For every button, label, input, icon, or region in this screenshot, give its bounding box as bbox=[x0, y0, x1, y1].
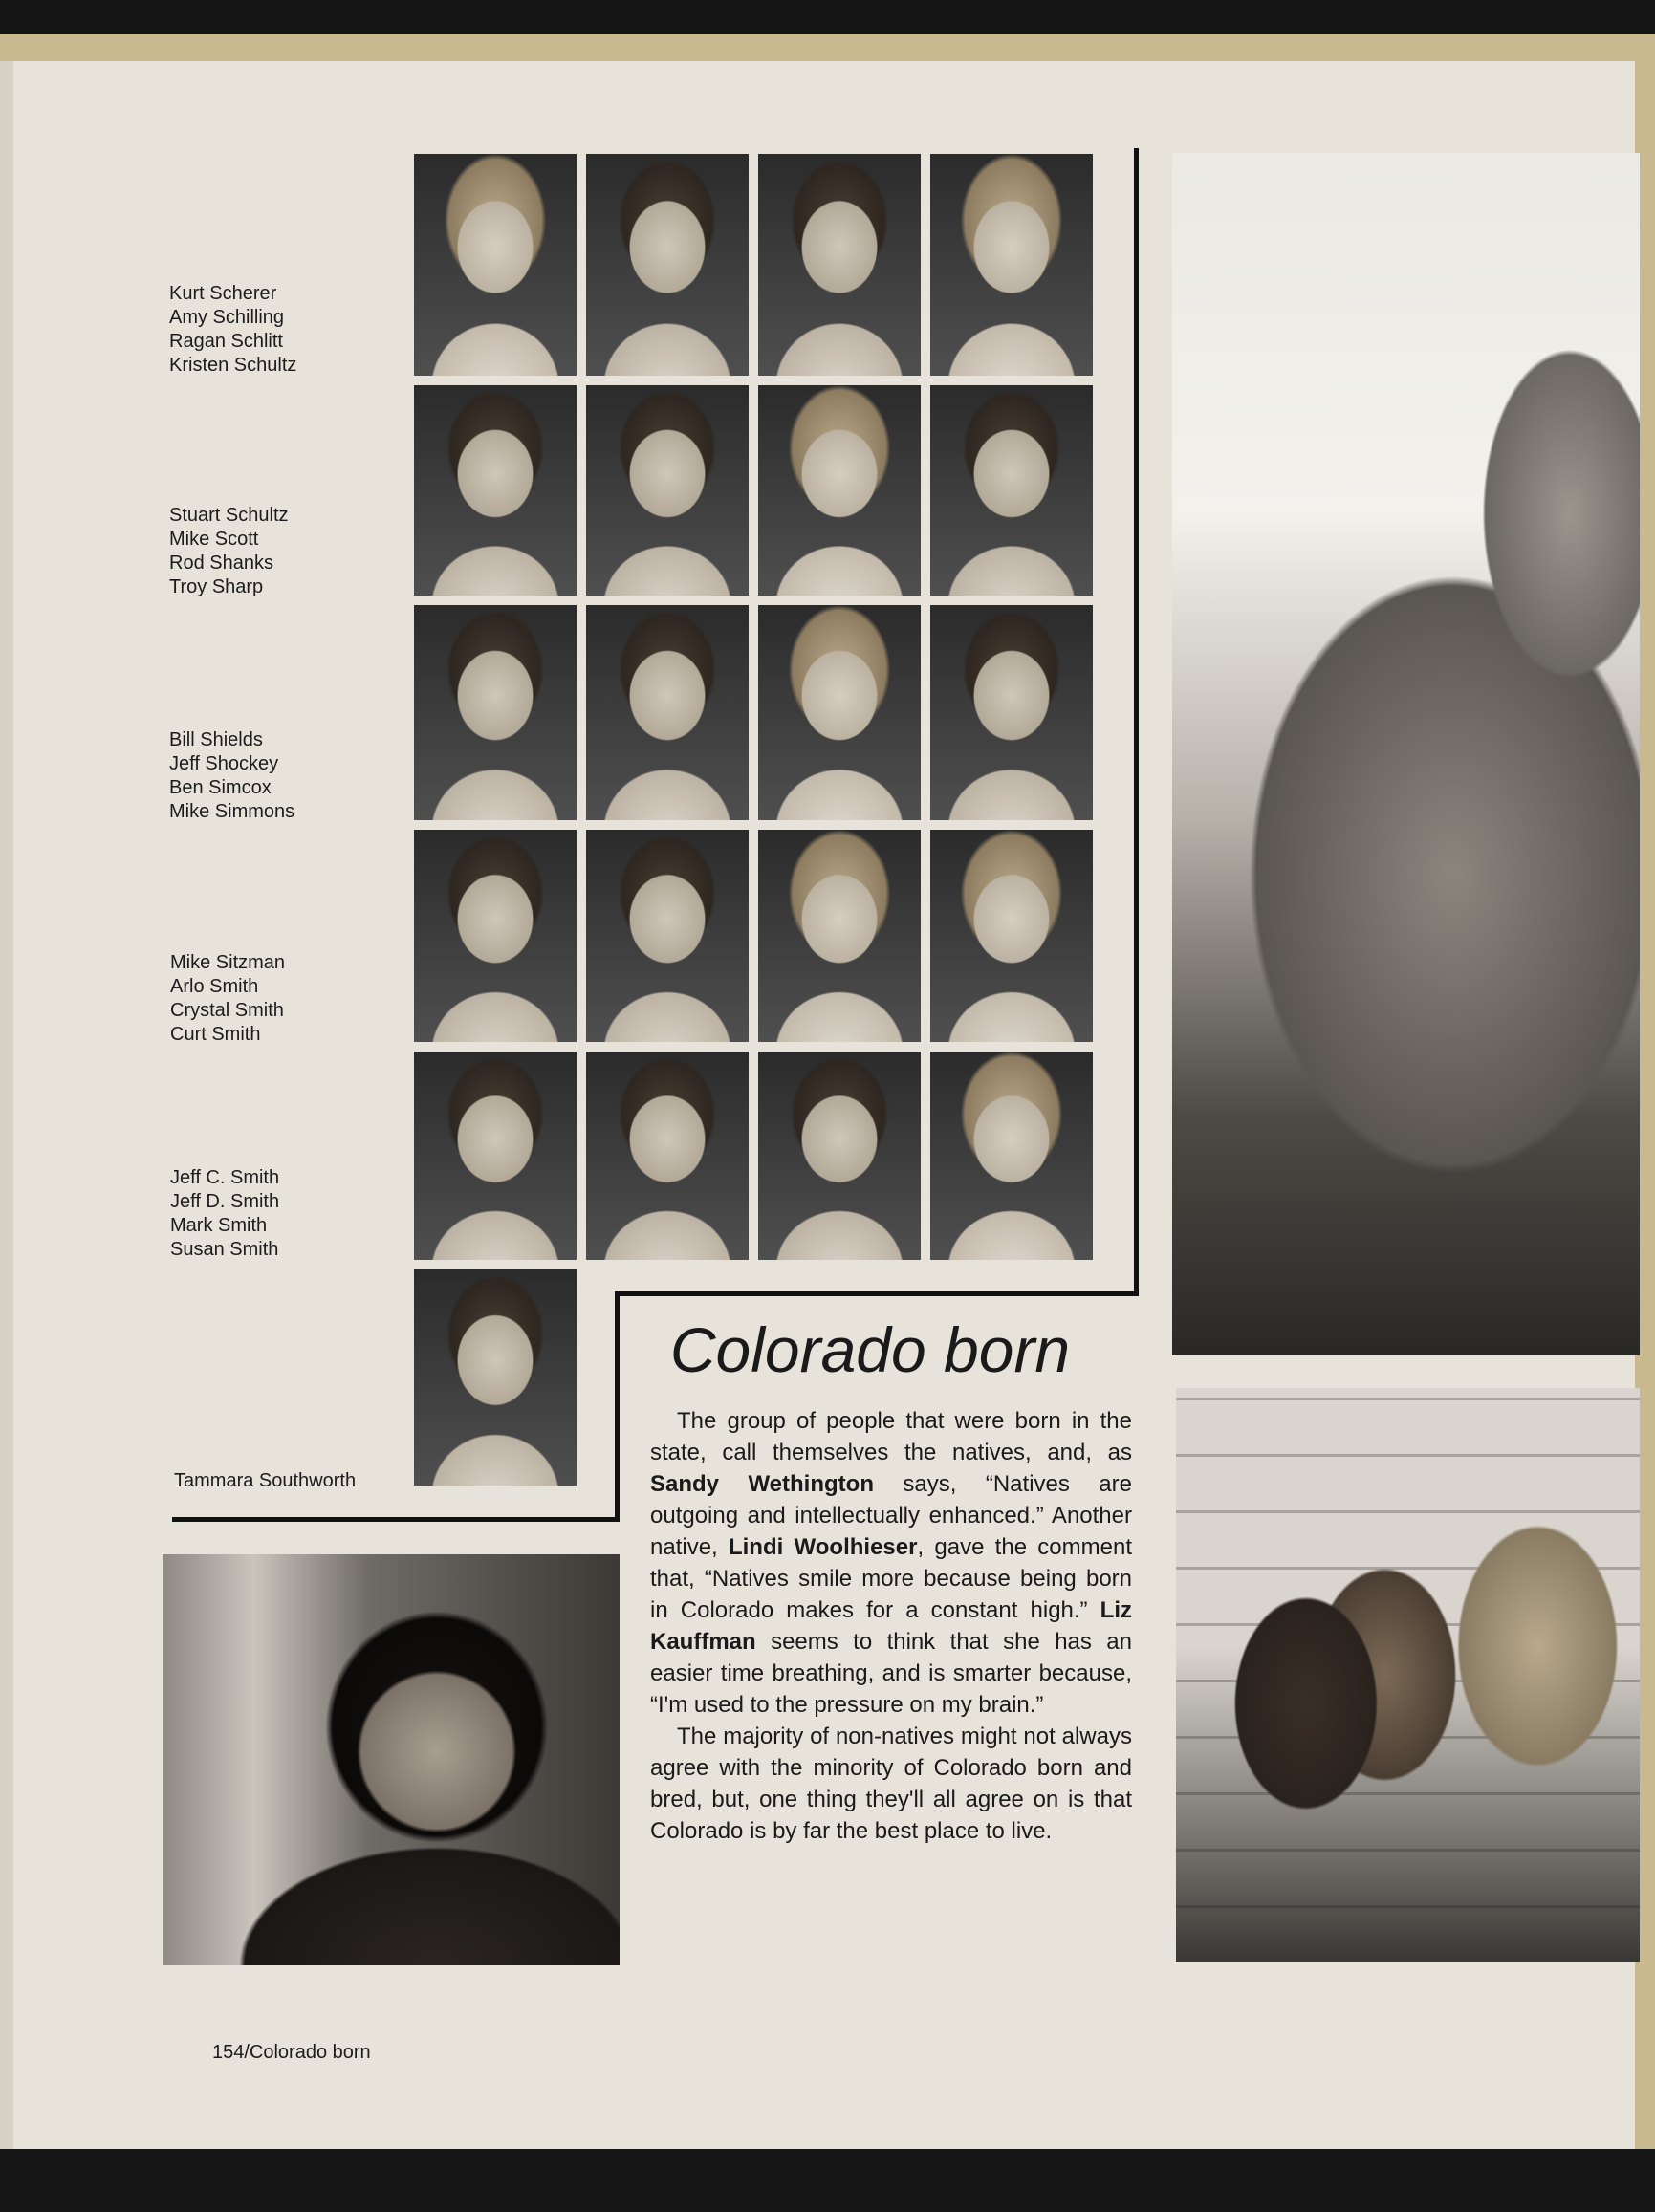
portrait-photo bbox=[758, 154, 921, 376]
portrait-photo bbox=[414, 154, 577, 376]
portrait-photo bbox=[414, 1269, 577, 1486]
student-name: Bill Shields bbox=[169, 729, 263, 750]
portrait-photo bbox=[586, 1052, 749, 1260]
portrait-photo bbox=[758, 830, 921, 1042]
student-name: Ragan Schlitt bbox=[169, 331, 283, 352]
portrait-photo bbox=[586, 830, 749, 1042]
portrait-photo bbox=[930, 385, 1093, 596]
name-group-3 bbox=[169, 728, 294, 824]
page-folio: 154/Colorado born bbox=[212, 2042, 371, 2063]
student-name: Susan Smith bbox=[170, 1239, 279, 1260]
portrait-photo bbox=[414, 605, 577, 820]
student-name: Jeff D. Smith bbox=[170, 1191, 280, 1212]
portrait-photo bbox=[414, 830, 577, 1042]
student-name: Kristen Schultz bbox=[169, 355, 297, 376]
student-name: Mike Sitzman bbox=[170, 952, 286, 973]
student-name: Mark Smith bbox=[170, 1215, 268, 1236]
page-gutter bbox=[0, 61, 13, 2149]
portrait-photo bbox=[414, 385, 577, 596]
student-name: Tammara Southworth bbox=[174, 1470, 357, 1491]
student-name: Troy Sharp bbox=[169, 576, 264, 597]
name-group-1 bbox=[169, 282, 296, 378]
portrait-photo bbox=[414, 1052, 577, 1260]
portrait-photo bbox=[930, 154, 1093, 376]
article-body bbox=[650, 1405, 1132, 1847]
divider-horizontal-bottom bbox=[172, 1517, 620, 1522]
divider-vertical-right bbox=[1134, 148, 1139, 1295]
name-group-5 bbox=[170, 1166, 279, 1262]
student-name: Curt Smith bbox=[170, 1024, 261, 1045]
student-name: Jeff C. Smith bbox=[170, 1167, 280, 1188]
text-run: , gave the comment that, “Natives smile more because being born in Colorado makes for a constant high.” bbox=[650, 1534, 1132, 1623]
book-binding-edge bbox=[0, 34, 1655, 61]
student-name: Crystal Smith bbox=[170, 1000, 284, 1021]
scan-bottom-border bbox=[0, 2149, 1655, 2212]
student-name: Mike Scott bbox=[169, 529, 259, 550]
student-name: Jeff Shockey bbox=[169, 753, 279, 774]
text-run: seems to think that she has an easier time breathing, and is smarter because, “I'm used to the pressure on my brain.” bbox=[650, 1629, 1132, 1718]
portrait-photo bbox=[758, 605, 921, 820]
portrait-photo bbox=[930, 1052, 1093, 1260]
student-name: Mike Simmons bbox=[169, 801, 295, 822]
student-name: Stuart Schultz bbox=[169, 505, 289, 526]
name-group-4 bbox=[170, 951, 285, 1047]
portrait-photo bbox=[930, 605, 1093, 820]
student-name-bold: Sandy Wethington bbox=[650, 1471, 874, 1497]
student-name: Kurt Scherer bbox=[169, 283, 277, 304]
candid-photo-students bbox=[1176, 1388, 1640, 1962]
portrait-photo bbox=[758, 385, 921, 596]
article-paragraph: The majority of non-natives might not always agree with the minority of Colorado born and bred, but, one thing they'll all agree on is that Colorado is by far the best place to live. bbox=[650, 1724, 1132, 1844]
article-paragraph bbox=[650, 1405, 1132, 1721]
divider-horizontal-top bbox=[618, 1291, 1139, 1296]
portrait-photo bbox=[930, 830, 1093, 1042]
text-run: The group of people that were born in the state, call themselves the natives, and, as bbox=[650, 1408, 1132, 1465]
candid-photo-teacher bbox=[1172, 153, 1640, 1355]
portrait-photo bbox=[586, 605, 749, 820]
name-group-6 bbox=[174, 1469, 356, 1493]
name-group-2 bbox=[169, 504, 289, 599]
student-name: Amy Schilling bbox=[169, 307, 285, 328]
student-name-bold: Lindi Woolhieser bbox=[728, 1534, 918, 1560]
student-name: Arlo Smith bbox=[170, 976, 259, 997]
portrait-photo bbox=[586, 154, 749, 376]
student-name: Ben Simcox bbox=[169, 777, 272, 798]
text-run: says, “Natives are outgoing and intellectually enhanced.” Another native, bbox=[650, 1471, 1132, 1560]
student-name: Rod Shanks bbox=[169, 553, 273, 574]
scan-top-border bbox=[0, 0, 1655, 34]
portrait-photo bbox=[758, 1052, 921, 1260]
student-name-bold: Liz Kauffman bbox=[650, 1597, 1132, 1655]
article-title: Colorado born bbox=[669, 1314, 1071, 1385]
candid-photo-woman bbox=[163, 1554, 620, 1965]
portrait-photo bbox=[586, 385, 749, 596]
